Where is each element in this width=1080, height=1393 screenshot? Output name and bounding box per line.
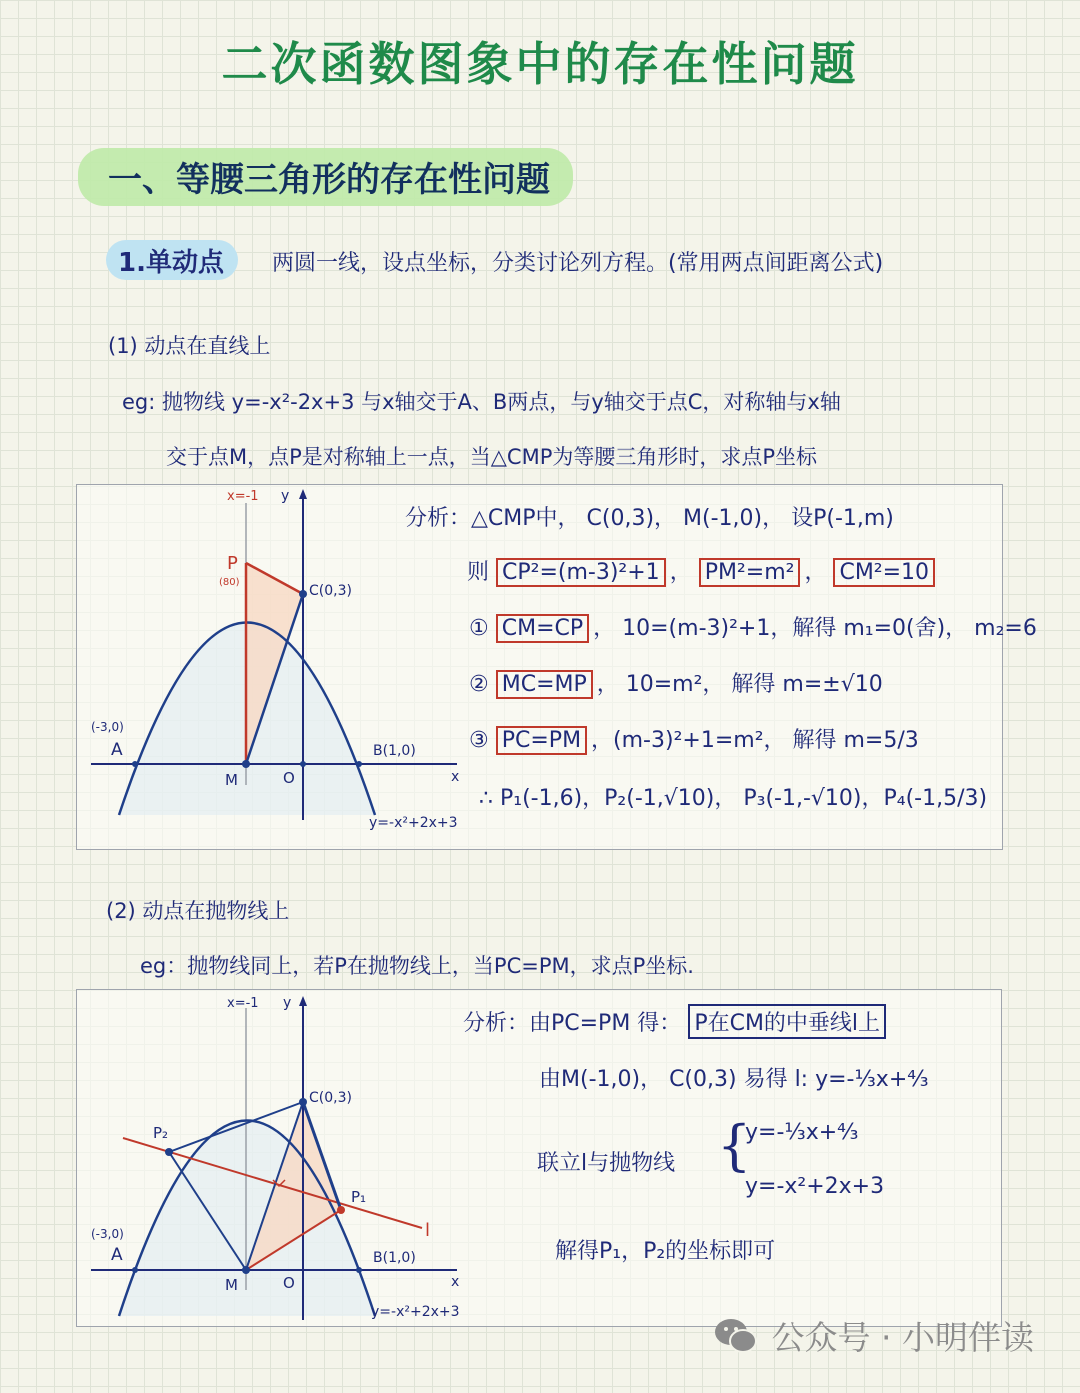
label-O: O bbox=[283, 769, 295, 787]
label-A-coord: (-3,0) bbox=[91, 720, 124, 734]
label-A: A bbox=[111, 740, 123, 760]
part1-example-line1: eg: 抛物线 y=-x²-2x+3 与x轴交于A、B两点，与y轴交于点C，对称轴与x轴 bbox=[122, 390, 841, 414]
label-P: P bbox=[227, 553, 238, 574]
watermark bbox=[714, 1312, 1034, 1359]
label-P1: P₁ bbox=[351, 1188, 367, 1206]
point-C bbox=[299, 590, 307, 598]
part1-example-line2: 交于点M，点P是对称轴上一点，当△CMP为等腰三角形时，求点P坐标 bbox=[166, 445, 818, 469]
box-PM: PM²=m² bbox=[699, 558, 801, 587]
case-3-text: ，(m-3)²+1=m²， 解得 m=5/3 bbox=[591, 728, 919, 753]
point-B bbox=[356, 761, 362, 767]
point-M bbox=[242, 760, 250, 768]
label-C: C(0,3) bbox=[309, 1090, 352, 1106]
part1-panel bbox=[76, 484, 1037, 850]
part2-graph bbox=[77, 990, 497, 1326]
label-curve: y=-x²+2x+3 bbox=[369, 815, 458, 831]
label-curve: y=-x²+2x+3 bbox=[371, 1304, 460, 1320]
label-l: l bbox=[425, 1220, 431, 1241]
case-1-box: CM=CP bbox=[496, 614, 589, 643]
case-2 bbox=[469, 667, 883, 699]
y-label: y bbox=[281, 488, 290, 504]
axis-label-x-eq: x=-1 bbox=[227, 489, 259, 504]
part2-example: eg：抛物线同上，若P在抛物线上，当PC=PM，求点P坐标. bbox=[140, 954, 694, 978]
label-P2: P₂ bbox=[153, 1124, 169, 1142]
label-A-coord: (-3,0) bbox=[91, 1227, 124, 1241]
case-2-text: ， 10=m²， 解得 m=±√10 bbox=[596, 672, 883, 697]
case-3-number: ③ bbox=[469, 728, 489, 753]
part1-distances: 则 CP²=(m-3)²+1 ， PM²=m² ， CM²=10 bbox=[467, 555, 939, 587]
case-2-number: ② bbox=[469, 672, 489, 697]
subsection-label: 1.单动点 bbox=[118, 248, 224, 278]
axis-label-x-eq: x=-1 bbox=[227, 996, 259, 1011]
label-A: A bbox=[111, 1245, 123, 1265]
part1-graph bbox=[77, 485, 467, 849]
part1-analysis: 分析：△CMP中， C(0,3)， M(-1,0)， 设P(-1,m) bbox=[405, 506, 894, 531]
subsection-description: 两圆一线，设点坐标，分类讨论列方程。(常用两点间距离公式) bbox=[272, 251, 884, 276]
point-B bbox=[356, 1267, 362, 1273]
label-C: C(0,3) bbox=[309, 583, 352, 599]
part1-answer: ∴ P₁(-1,6)，P₂(-1,√10)， P₃(-1,-√10)，P₄(-1,5/3) bbox=[479, 786, 988, 811]
label-B: B(1,0) bbox=[373, 1250, 416, 1266]
system-eq1: y=-⅓x+⁴⁄₃ bbox=[745, 1120, 859, 1145]
part2-heading: (2) 动点在抛物线上 bbox=[106, 899, 290, 923]
wechat-icon bbox=[714, 1316, 758, 1356]
box-CP: CP²=(m-3)²+1 bbox=[496, 558, 666, 587]
point-O bbox=[300, 761, 306, 767]
label-M: M bbox=[225, 1276, 238, 1294]
case-2-box: MC=MP bbox=[496, 670, 593, 699]
case-1 bbox=[469, 611, 1037, 643]
label-O: O bbox=[283, 1274, 295, 1292]
part2-analysis bbox=[463, 1004, 886, 1039]
part2-analysis-box: P在CM的中垂线l上 bbox=[688, 1004, 886, 1039]
part1-heading: (1) 动点在直线上 bbox=[108, 334, 271, 358]
system-eq2: y=-x²+2x+3 bbox=[745, 1174, 885, 1199]
page-title: 二次函数图象中的存在性问题 bbox=[221, 37, 859, 91]
case-1-number: ① bbox=[469, 616, 489, 641]
watermark-text: 公众号 · 小明伴读 bbox=[771, 1318, 1034, 1357]
y-label: y bbox=[283, 995, 292, 1011]
point-C bbox=[299, 1098, 307, 1106]
point-P1 bbox=[337, 1206, 345, 1214]
part2-analysis-text: 分析：由PC=PM 得： bbox=[463, 1011, 682, 1036]
box-CM: CM²=10 bbox=[833, 558, 935, 587]
then-label: 则 bbox=[467, 560, 490, 585]
case-3-box: PC=PM bbox=[496, 726, 587, 755]
y-axis-arrow bbox=[299, 996, 307, 1006]
point-M bbox=[242, 1266, 250, 1274]
y-axis-arrow bbox=[299, 489, 307, 499]
label-P-sub: (80) bbox=[219, 577, 240, 588]
system-brace: { bbox=[717, 1114, 752, 1177]
part2-join: 联立l与抛物线 bbox=[537, 1151, 676, 1176]
point-A bbox=[132, 761, 138, 767]
x-label: x bbox=[451, 769, 460, 785]
point-P2 bbox=[165, 1148, 173, 1156]
part2-conclusion: 解得P₁，P₂的坐标即可 bbox=[555, 1239, 776, 1264]
x-label: x bbox=[451, 1274, 460, 1290]
point-A bbox=[132, 1267, 138, 1273]
label-M: M bbox=[225, 771, 238, 789]
section-heading: 一、等腰三角形的存在性问题 bbox=[108, 160, 550, 200]
part2-panel bbox=[76, 989, 1002, 1327]
part2-line-eq: 由M(-1,0)， C(0,3) 易得 l: y=-⅓x+⁴⁄₃ bbox=[539, 1067, 929, 1092]
case-1-text: ， 10=(m-3)²+1，解得 m₁=0(舍)， m₂=6 bbox=[593, 616, 1037, 641]
case-3 bbox=[469, 723, 919, 755]
label-B: B(1,0) bbox=[373, 743, 416, 759]
